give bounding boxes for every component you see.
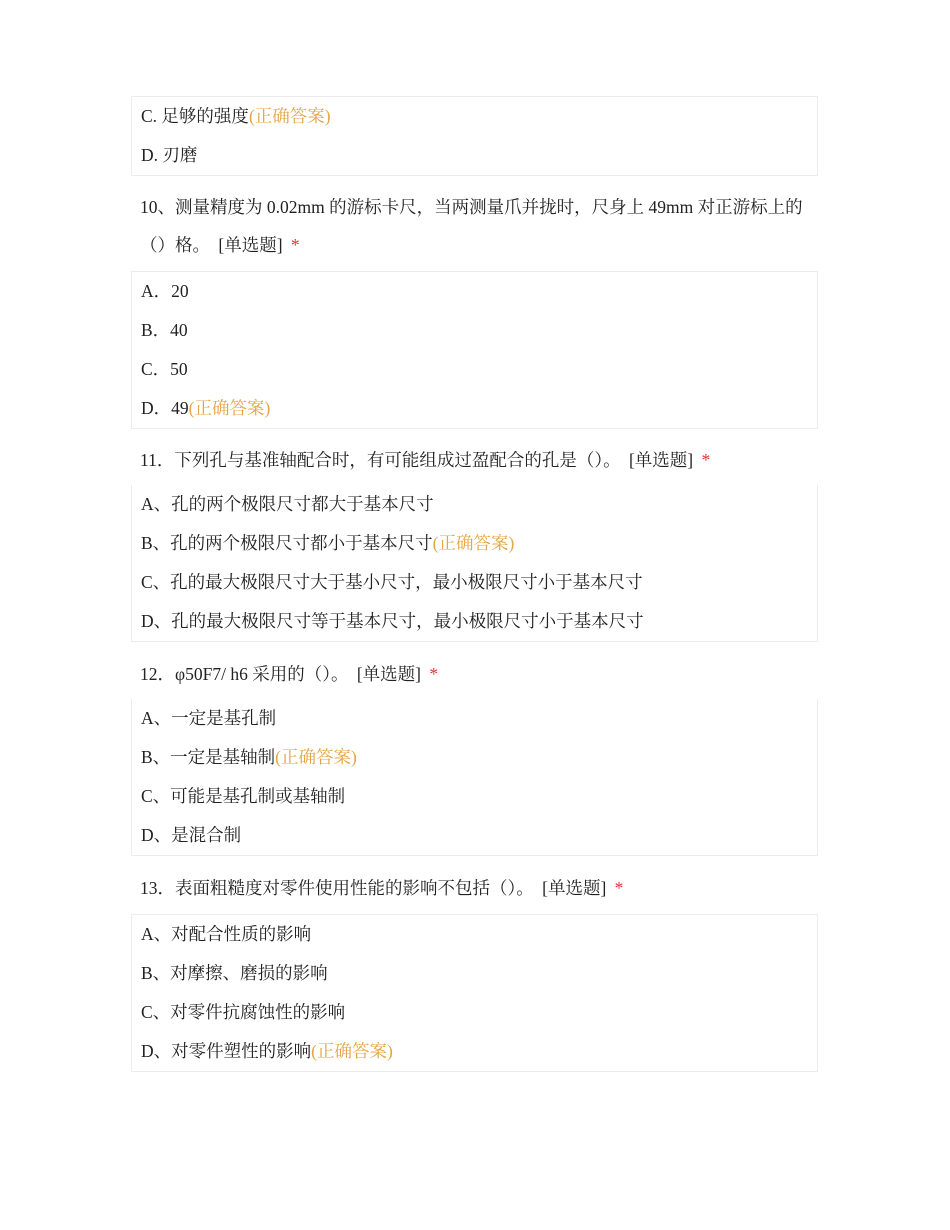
option-row xyxy=(132,816,817,855)
required-mark: * xyxy=(614,878,624,898)
question-text: 13．表面粗糙度对零件使用性能的影响不包括（）。 xyxy=(140,878,534,898)
correct-answer-mark: (正确答案) xyxy=(275,747,357,767)
question-11-title xyxy=(140,441,820,479)
option-text: D、对零件塑性的影响 xyxy=(141,1041,312,1061)
option-text: B．40 xyxy=(141,320,188,340)
question-text: 11．下列孔与基准轴配合时，有可能组成过盈配合的孔是（）。 xyxy=(140,450,621,470)
option-text: C、可能是基孔制或基轴制 xyxy=(141,786,346,806)
option-text: B、对摩擦、磨损的影响 xyxy=(141,963,328,983)
question-text: 10、测量精度为 0.02mm 的游标卡尺，当两测量爪并拢时，尺身上 49mm 对正游标上的（）格。 xyxy=(140,197,803,255)
question-10-title xyxy=(140,188,820,264)
option-row xyxy=(132,389,817,428)
option-row xyxy=(132,136,817,175)
question-11-options xyxy=(131,485,818,642)
option-row xyxy=(132,311,817,350)
option-row xyxy=(132,915,817,954)
option-text: A、对配合性质的影响 xyxy=(141,924,312,944)
option-text: C．50 xyxy=(141,359,188,379)
option-text: D、孔的最大极限尺寸等于基本尺寸，最小极限尺寸小于基本尺寸 xyxy=(141,611,644,631)
option-text: D．49 xyxy=(141,398,189,418)
correct-answer-mark: (正确答案) xyxy=(188,398,271,418)
option-text: A、一定是基孔制 xyxy=(141,708,277,728)
option-row xyxy=(132,350,817,389)
option-row xyxy=(132,97,817,136)
option-text: B、一定是基轴制 xyxy=(141,747,276,767)
option-row xyxy=(132,563,817,602)
question-type: [单选题] xyxy=(628,450,694,470)
question-12-options xyxy=(131,699,818,856)
option-text: B、孔的两个极限尺寸都小于基本尺寸 xyxy=(141,533,433,553)
option-text: C、对零件抗腐蚀性的影响 xyxy=(141,1002,346,1022)
question-10-options xyxy=(131,271,818,429)
question-12-title xyxy=(140,655,820,693)
option-text: C. 足够的强度 xyxy=(141,106,249,126)
option-text: A、孔的两个极限尺寸都大于基本尺寸 xyxy=(141,494,434,514)
option-row xyxy=(132,993,817,1032)
question-type: [单选题] xyxy=(542,878,607,898)
option-row xyxy=(132,272,817,311)
option-row xyxy=(132,954,817,993)
required-mark: * xyxy=(290,235,300,255)
option-row xyxy=(132,777,817,816)
option-row xyxy=(132,738,817,777)
option-row xyxy=(132,524,817,563)
correct-answer-mark: (正确答案) xyxy=(248,106,331,126)
option-row xyxy=(132,699,817,738)
required-mark: * xyxy=(429,664,439,684)
question-13-options xyxy=(131,914,818,1072)
option-text: D. 刃磨 xyxy=(141,145,198,165)
option-text: C、孔的最大极限尺寸大于基小尺寸，最小极限尺寸小于基本尺寸 xyxy=(141,572,643,592)
question-type: [单选题] xyxy=(218,235,283,255)
prev-question-options xyxy=(131,96,818,176)
question-type: [单选题] xyxy=(356,664,421,684)
option-row xyxy=(132,1032,817,1071)
option-text: D、是混合制 xyxy=(141,825,242,845)
option-row xyxy=(132,602,817,641)
required-mark: * xyxy=(701,450,711,470)
option-text: A．20 xyxy=(141,281,189,301)
question-text: 12．φ50F7/ h6 采用的（）。 xyxy=(140,664,349,684)
correct-answer-mark: (正确答案) xyxy=(311,1041,393,1061)
question-13-title xyxy=(140,869,820,907)
correct-answer-mark: (正确答案) xyxy=(432,533,515,553)
option-row xyxy=(132,485,817,524)
